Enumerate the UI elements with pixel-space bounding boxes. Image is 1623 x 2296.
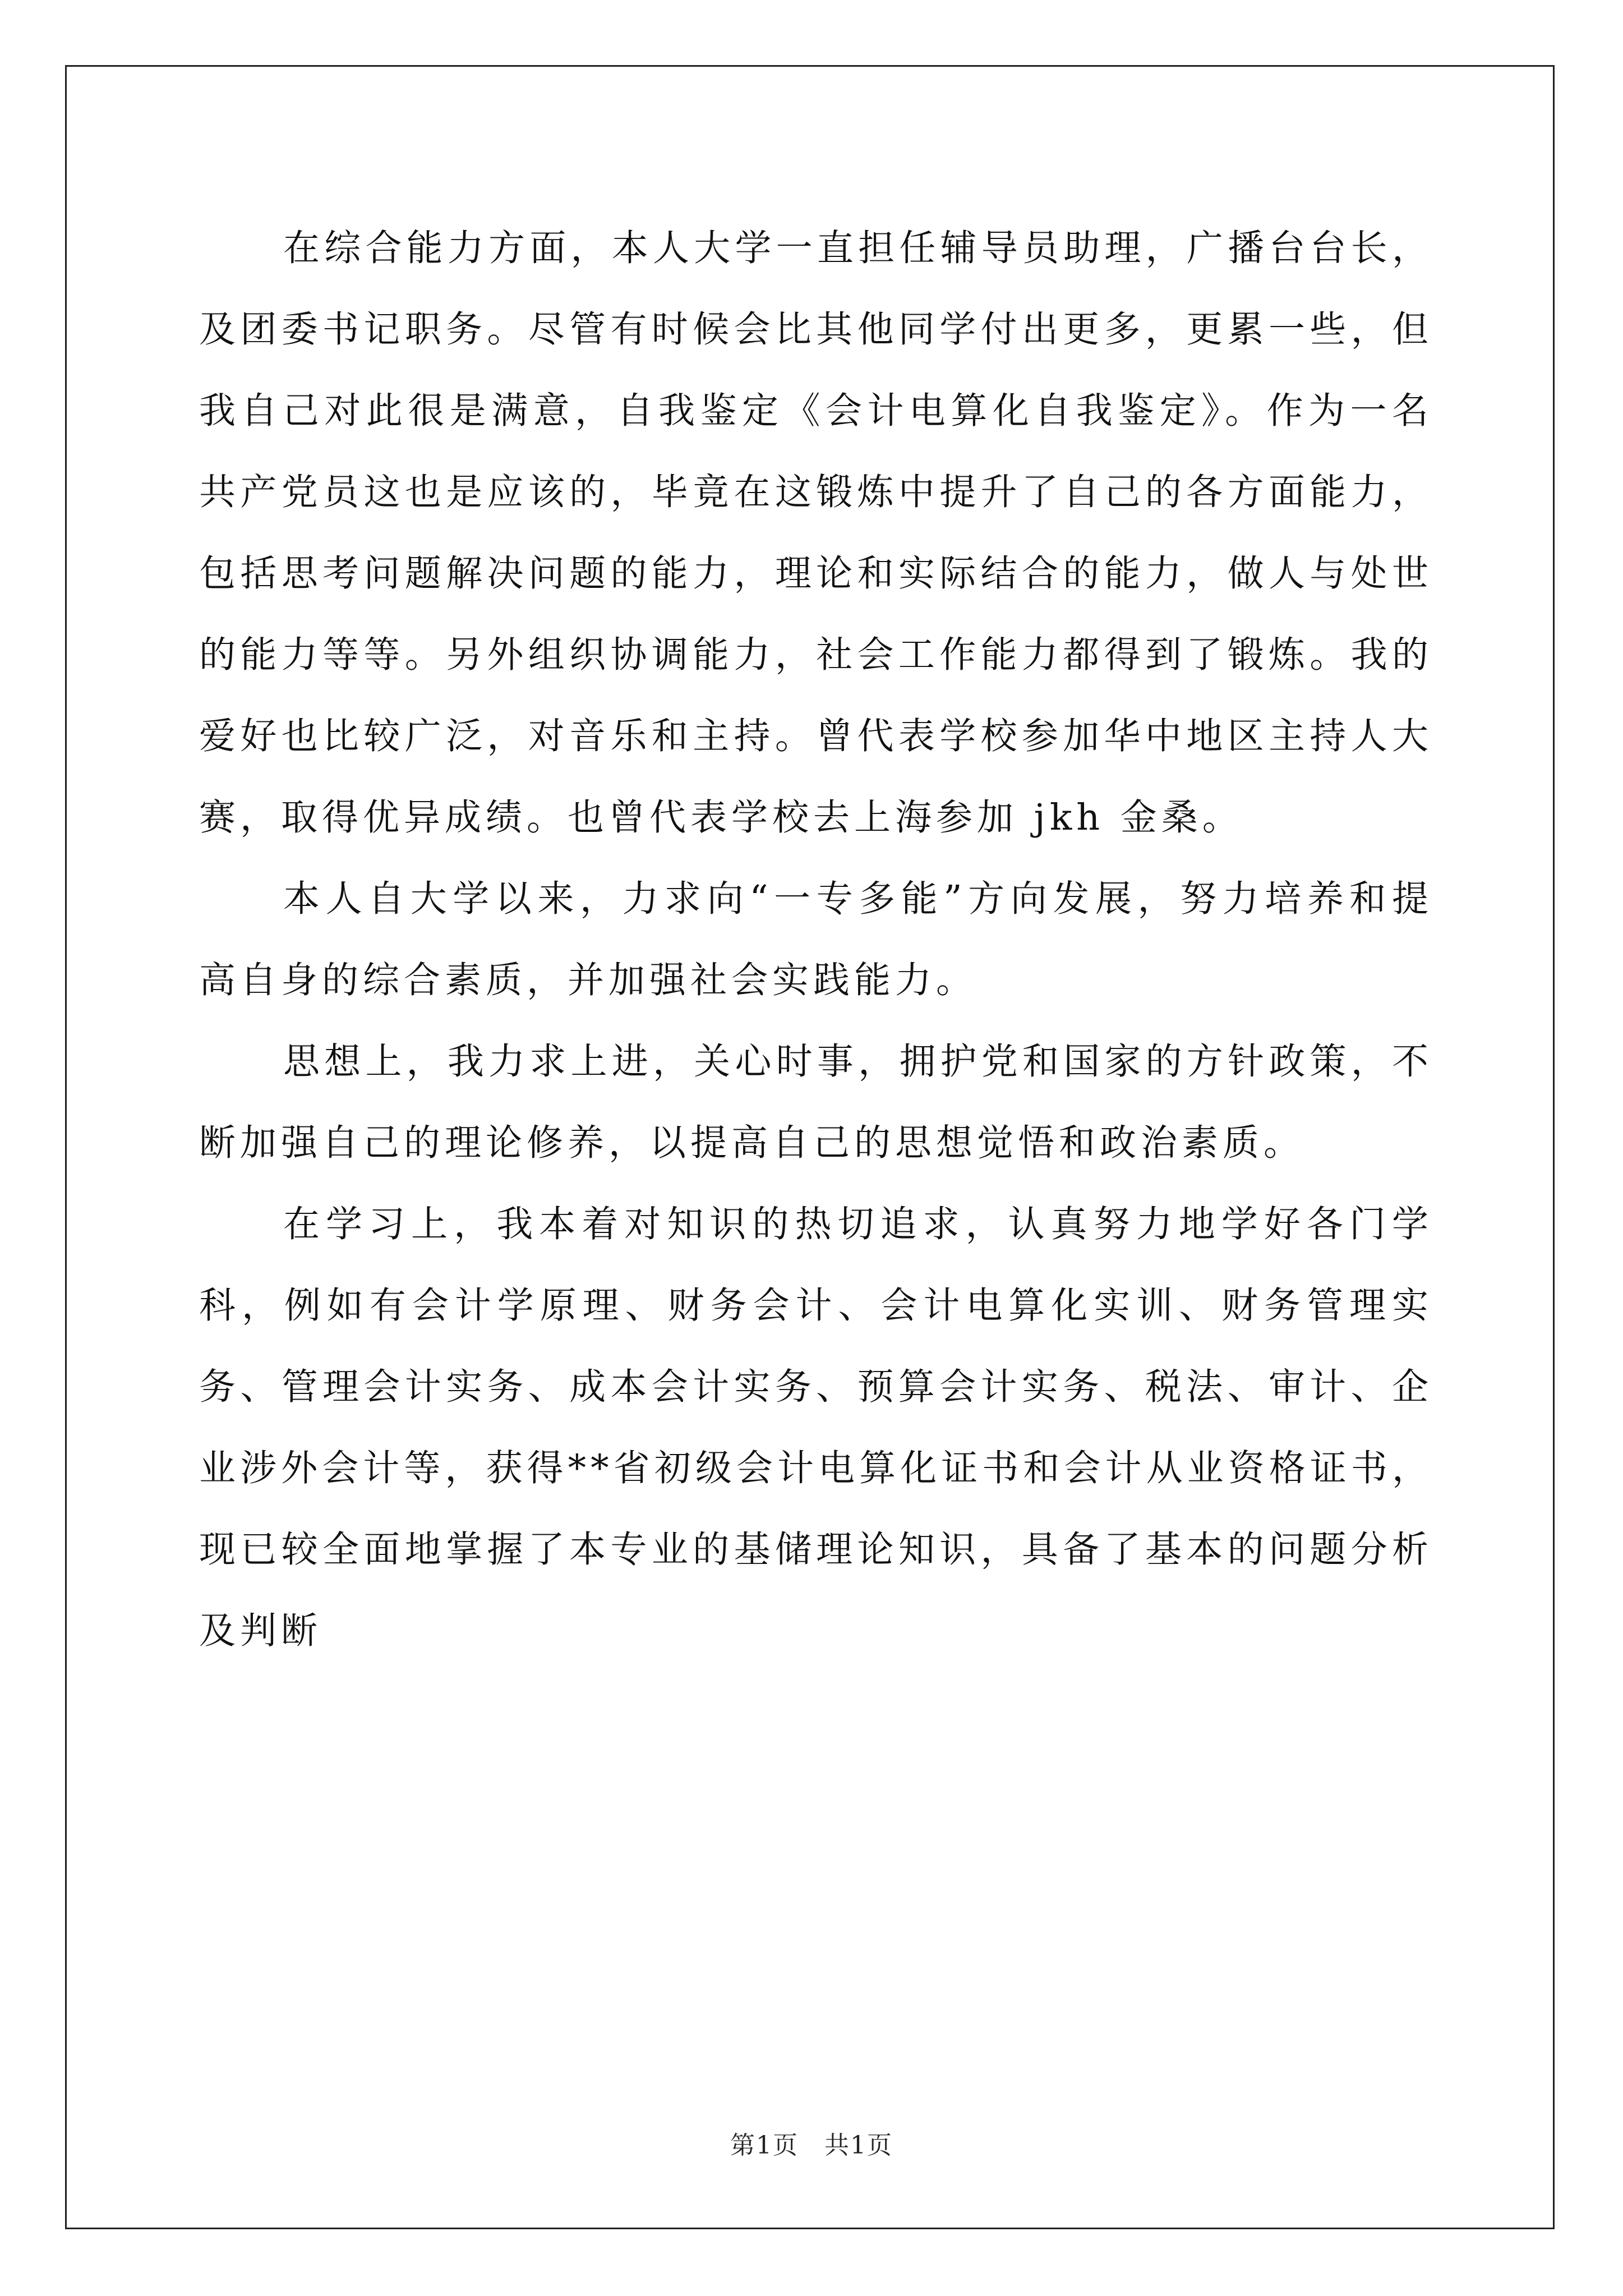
document-body	[199, 208, 1433, 1672]
paragraph-thought: 思想上，我力求上进，关心时事，拥护党和国家的方针政策，不断加强自己的理论修养，以提高自己的思想觉悟和政治素质。	[199, 1041, 1433, 1164]
page-footer: 第1页 共1页	[730, 2131, 893, 2160]
paragraph-development: 本人自大学以来，力求向“一专多能”方向发展，努力培养和提高自身的综合素质，并加强社会实践能力。	[199, 878, 1433, 1001]
paragraph-ability: 在综合能力方面，本人大学一直担任辅导员助理，广播台台长，及团委书记职务。尽管有时候会比其他同学付出更多，更累一些，但我自己对此很是满意，自我鉴定《会计电算化自我鉴定》。作为一名共产党员这也是应该的，毕竟在这锻炼中提升了自己的各方面能力，包括思考问题解决问题的能力，理论和实际结合的能力，做人与处世的能力等等。另外组织协调能力，社会工作能力都得到了锻炼。我的爱好也比较广泛，对音乐和主持。曾代表学校参加华中地区主持人大赛，取得优异成绩。也曾代表学校去上海参加 jkh 金桑。	[199, 227, 1433, 839]
paragraph-study: 在学习上，我本着对知识的热切追求，认真努力地学好各门学科，例如有会计学原理、财务会计、会计电算化实训、财务管理实务、管理会计实务、成本会计实务、预算会计实务、税法、审计、企业涉外会计等，获得**省初级会计电算化证书和会计从业资格证书，现已较全面地掌握了本专业的基储理论知识，具备了基本的问题分析及判断	[199, 1203, 1433, 1652]
